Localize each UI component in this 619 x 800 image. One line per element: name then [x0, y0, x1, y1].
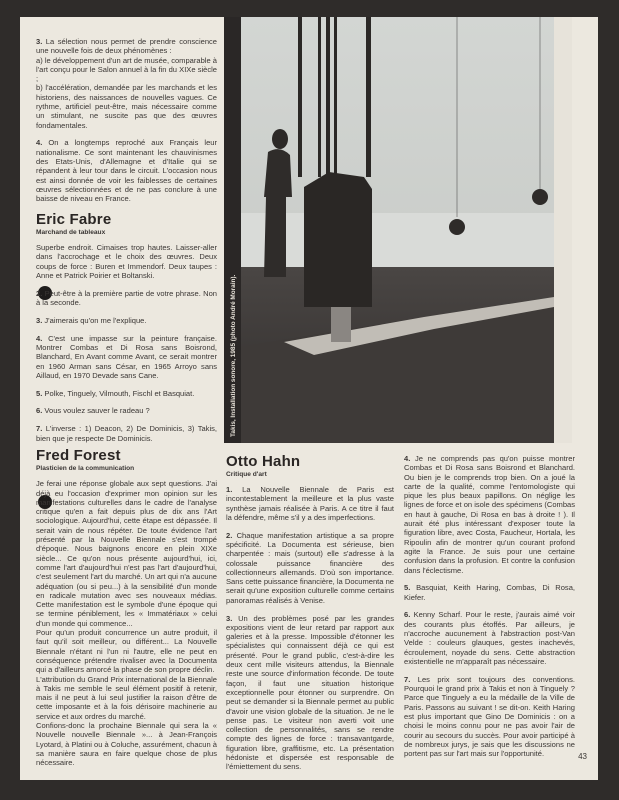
- answer-text: La Nouvelle Biennale de Paris est incontestablement la meilleure et la plus vaste synthèse jamais réalisée à Paris. A ce titre il faut la défendre, même s'il y a des imperfections.: [226, 485, 394, 522]
- answer-paragraph: [226, 614, 394, 772]
- answer-number: 6.: [36, 406, 43, 416]
- paragraph: Confions-donc la prochaine Biennale qui sera la « Nouvelle nouvelle Biennale »... à Jean-François Lyotard, à Platini ou à Coluche, assurément, chacun à sa manière saura en faire quelque chose de plus nécessaire.: [36, 721, 217, 768]
- answer-paragraph: [36, 289, 217, 308]
- answer-paragraph: [36, 424, 217, 443]
- answer-paragraph: [36, 406, 217, 415]
- answer-paragraph: [226, 531, 394, 605]
- paragraph: Pour qu'un produit concurrence un autre produit, il faut qu'il soit meilleur, ou différent... La Nouvelle Biennale n'étant ni l'un ni l'autre, elle ne peut en conséquence prétendre rivaliser avec la Documenta qui a d'ailleurs amorcé la phase de son propre déclin.: [36, 628, 217, 675]
- answer-number: 2.: [226, 530, 233, 540]
- answer-number: 2.: [36, 288, 43, 298]
- section-subtitle: Plasticien de la communication: [36, 465, 135, 473]
- section-heading: Fred Forest: [36, 447, 121, 465]
- answer-text: Chaque manifestation artistique a sa propre spécificité. La Documenta est sérieuse, bien charpentée : mais (surtout) elle s'adresse à la colossale puissance financière des collectionneurs allemands. D'où son importance. Sans cette puissance financière, la Documenta ne serait qu'une exposition culturelle comme certains panoramas réalisés à Venise.: [226, 530, 394, 605]
- answer-number: 6.: [404, 610, 411, 620]
- answer-text: Kenny Scharf. Pour le reste, j'aurais aimé voir des courants plus étoffés. Par ailleurs, je n'accroche aucunement à l'abstraction post-Van Velde : couleurs glauques, gestes inachevés, écroulement, noyade du sens. Cette abstraction existentielle ne m'apparaît pas nécessaire.: [404, 610, 575, 666]
- answer-paragraph: [36, 316, 217, 325]
- answer-number: 4.: [36, 138, 43, 148]
- answer-text: L'inverse : 1) Deacon, 2) De Dominicis, 3) Takis, bien que je respecte De Dominicis.: [36, 424, 217, 443]
- middle-column: [226, 454, 394, 780]
- answer-number: 3.: [226, 613, 233, 623]
- paragraph: b) l'accélération, demandée par les marchands et les historiens, des naissances de nouvelles vagues. Ce rythme, artificiel peut-être, mais nécessaire comme un stimulant, ne suscite pas que des œuvres fondamentales.: [36, 83, 217, 130]
- answer-paragraph: [36, 389, 217, 398]
- photo-caption: Takis, Installation sonore, 1985 (photo André Morain).: [230, 274, 237, 437]
- answer-text: Un des problèmes posé par les grandes expositions vient de leur retard par rapport aux galeries et à la presse. Impossible d'étonner les spécialistes qui connaissent déjà ce qui est présenté. Pour le grand public, c'est-à-dire les deux cent mille visiteurs attendus, la Biennale reste une source d'information féconde. De toute façon, il faut une situation historique exceptionnelle pour étonner ou surprendre. On peut se demander si la Biennale permet au public d'avoir une vision globale de la situation. Je ne le pense pas. Le visiteur non averti voit une collection de personnalités, sans se rendre compte des lignes de force : transavantgarde, figuration libre, graffitisme, etc. La présentation hédoniste et dispersée est responsable de l'émiettement du sens.: [226, 613, 394, 772]
- answer-paragraph: [404, 675, 575, 759]
- answer-list: [404, 454, 575, 758]
- photo-image: [224, 17, 572, 443]
- answer-text: Vous voulez sauver le radeau ?: [44, 406, 150, 416]
- answer-number: 5.: [404, 583, 411, 593]
- answer-list: [36, 289, 217, 443]
- answer-text: Les prix sont toujours des conventions. Pourquoi le grand prix à Takis et non à Tinguely ? Parce que Tinguely a eu la médaille de la Ville de Paris. Passons au suivant ! se dit-on. Keith Haring est plus important que Gino De Dominicis : on a choisi le moins connu pour ne pas avoir l'air de courir au secours du succès. Pour avoir participé à de nombreux jurys, je sais que les discussions ne portent pas sur l'art mais sur l'opportunité.: [404, 674, 575, 759]
- section-heading: Otto Hahn: [226, 453, 301, 470]
- section-subtitle: Marchand de tableaux: [36, 229, 106, 237]
- answer-paragraph: [404, 610, 575, 666]
- answer-paragraph: [226, 485, 394, 522]
- answer-number: 7.: [404, 674, 411, 684]
- answer-number: 7.: [36, 424, 43, 434]
- answer-number: 3.: [36, 315, 43, 325]
- answer-text: J'aimerais qu'on me l'explique.: [44, 315, 147, 325]
- answer-number: 3.: [36, 37, 43, 46]
- answer-paragraph: [36, 334, 217, 380]
- answer-number: 5.: [36, 388, 43, 398]
- answer-number: 1.: [226, 485, 233, 494]
- paragraph: [36, 138, 217, 203]
- answer-text: Basquiat, Keith Haring, Combas, Di Rosa, Kiefer.: [404, 583, 575, 602]
- answer-paragraph: [404, 583, 575, 602]
- paragraph: a) le développement d'un art de musée, comparable à l'art conçu pour le Salon annuel à la fin du XIXe siècle ;: [36, 55, 217, 84]
- paragraph: Je ferai une réponse globale aux sept questions. J'ai déjà eu l'occasion d'exprimer mon opinion sur les manifestations culturelles dans le cadre de l'analyse critique qu'en a fait depuis plus de dix ans l'Art sociologique. Aujourd'hui, cette étape est dépassée. Il serait vain de nous répéter. De toute évidence l'art présenté par la Nouvelle Biennale s'est trompé d'époque. Nous baignons encore en plein XIXe siècle... Ce qu'on nous présente aujourd'hui, ici, comme l'art d'aujourd'hui n'est pas l'art d'aujourd'hui, c'est seulement l'art du marché. Un art qui n'a aucune adéquation (ou si peu...) à la sensibilité d'un monde en radicale mutation avec ses nouveaux médias. Cette manifestation est le symbole d'une époque qui se termine péniblement, les « Immatériaux » celui d'un monde qui commence...: [36, 479, 217, 628]
- answer-text: Peut-être à la première partie de votre phrase. Non à la seconde.: [36, 288, 217, 308]
- caption-bar: [224, 17, 241, 443]
- paragraph: L'attribution du Grand Prix international de la Biennale à Takis me semble le seul élément positif à retenir, mais il ne peut à lui seul justifier la raison d'être de cette imposante et à la fois dérisoire machinerie au service et aux ordres du marché.: [36, 674, 217, 721]
- page-number: 43: [578, 752, 587, 761]
- answer-text: Polke, Tinguely, Vilmouth, Fischl et Basquiat.: [44, 388, 195, 398]
- section-heading: Eric Fabre: [36, 211, 112, 229]
- answer-text: C'est une impasse sur la peinture française. Montrer Combas et Di Rosa sans Boisrond, Blanchard, En Avant comme Avant, ce serait montrer en 1960 Arman sans César, en 1965 Arroyo sans Aillaud, en 1970 Devade sans Cane.: [36, 333, 217, 380]
- answer-number: 4.: [36, 333, 43, 343]
- paragraph: [36, 37, 217, 56]
- answer-number: 4.: [404, 454, 411, 463]
- left-column: [36, 37, 217, 768]
- paragraph: Superbe endroit. Cimaises trop hautes. Laisser-aller dans l'accrochage et le choix des œuvres. Deux coups de force : Buren et Immendorf. Deux taupes : Anne et Patrick Poirier et Boltanski.: [36, 243, 217, 280]
- answer-text: La sélection nous permet de prendre conscience une nouvelle fois de deux phénomènes :: [36, 37, 217, 56]
- answer-text: On a longtemps reproché aux Français leur nationalisme. Ce sont maintenant les chauvinismes des Etats-Unis, d'Allemagne et d'Italie qui se répandent à leur tour dans le circuit. L'occasion nous est ainsi donnée de voir les faiblesses de certaines œuvres sélectionnées et de ne pas conclure à une baisse de niveau en France.: [36, 138, 217, 204]
- answer-list: [226, 485, 394, 772]
- right-column: [404, 454, 575, 767]
- answer-text: Je ne comprends pas qu'on puisse montrer Combas et Di Rosa sans Boisrond et Blanchard. Ou bien je le comprends trop bien. On a joué la carte de la qualité, comme l'entomologiste qui pique les plus beaux papillons. On néglige les lignes de force et on isole des spécimens (Combas en haut à gauche, Di Rosa en bas à droite ! ). Il aurait été plus intéressant d'exposer toute la figuration libre, avec Costa, Faucheur, Hortala, les Ripoulin afin de montrer qu'un courant profond agite la France. Je suis pour une certaine confusion dans la profusion. Et contre la confusion dans l'éclectisme.: [404, 454, 575, 575]
- section-subtitle: Critique d'art: [226, 471, 267, 478]
- photo-takis-installation: [224, 17, 572, 443]
- answer-paragraph: [404, 454, 575, 575]
